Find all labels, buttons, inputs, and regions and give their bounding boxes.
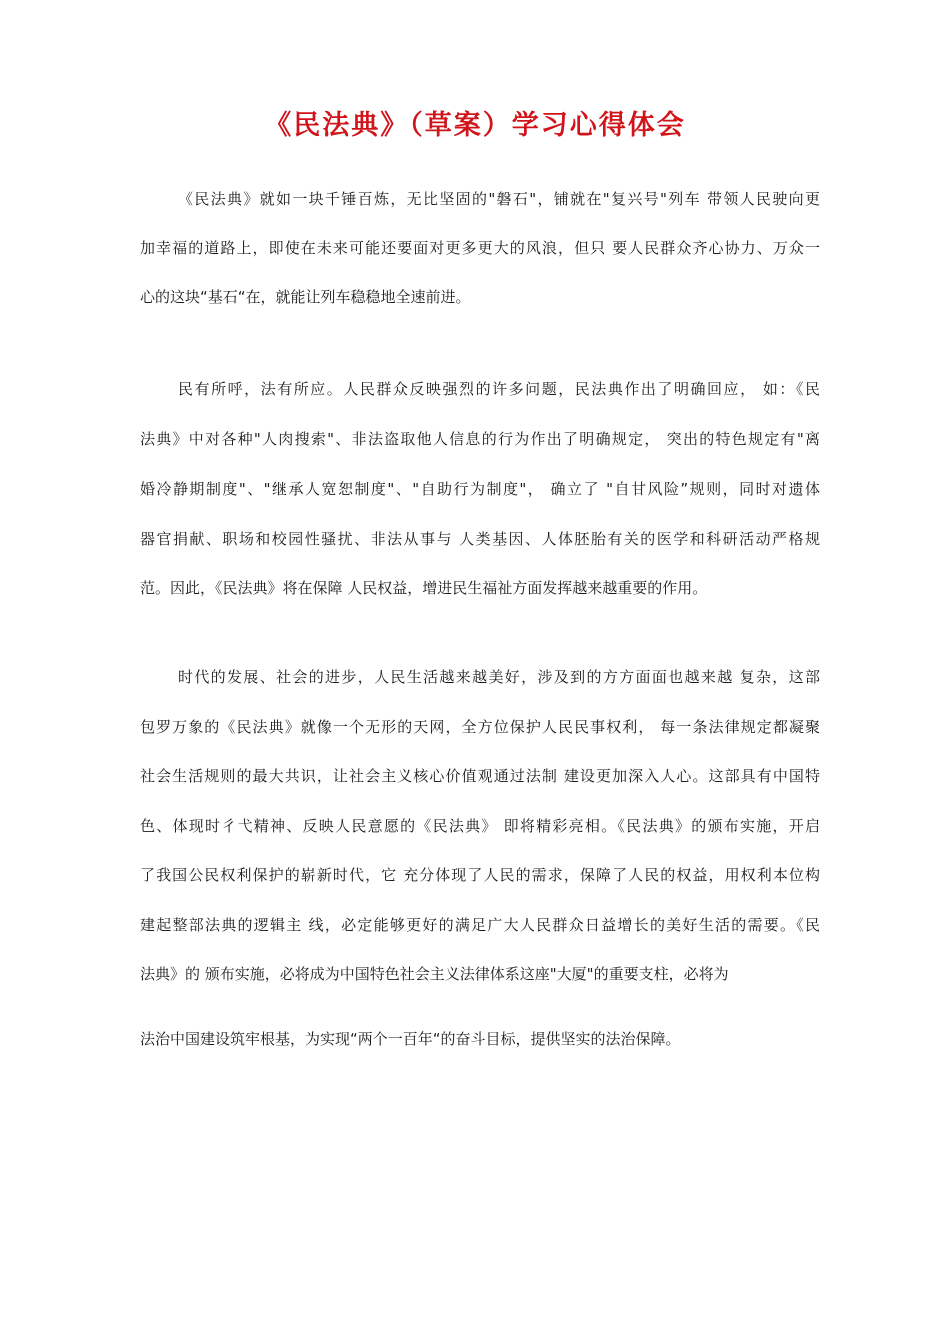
paragraph-3-line-3: 社会生活规则的最大共识，让社会主义核心价值观通过法制 建设更加深入人心。这部具有中国特	[140, 767, 820, 785]
paragraph-3-line-4: 色、体现时彳弋精神、反映人民意愿的《民法典》 即将精彩亮相。《民法典》的颁布实施，开启	[140, 817, 820, 835]
paragraph-3-line-1: 时代的发展、社会的进步，人民生活越来越美好，涉及到的方方面面也越来越 复杂，这部	[178, 668, 820, 686]
paragraph-3-line-5: 了我国公民权利保护的崭新时代，它 充分体现了人民的需求，保障了人民的权益，用权利本位构	[140, 866, 820, 884]
paragraph-1-line-2: 加幸福的道路上，即使在未来可能还要面对更多更大的风浪，但只 要人民群众齐心协力、万众一	[140, 239, 820, 257]
paragraph-2-line-2: 法典》中对各种"人肉搜索"、非法盗取他人信息的行为作出了明确规定， 突出的特色规定有"离	[140, 430, 820, 448]
document-title: 《民法典》（草案）学习心得体会	[264, 110, 686, 141]
paragraph-1-line-1: 《民法典》就如一块千锤百炼，无比坚固的"磐石"，铺就在"复兴号"列车 带领人民驶向更	[178, 190, 820, 208]
paragraph-3-line-6: 建起整部法典的逻辑主 线，必定能够更好的满足广大人民群众日益增长的美好生活的需要。《民	[140, 916, 820, 934]
paragraph-1-line-3: 心的这块“基石“在，就能让列车稳稳地全速前进。	[140, 288, 471, 306]
paragraph-3-line-7: 法典》的 颁布实施，必将成为中国特色社会主义法律体系这座"大厦"的重要支柱，必将为	[140, 965, 729, 983]
paragraph-2-line-5: 范。因此，《民法典》将在保障 人民权益，增进民生福祉方面发挥越来越重要的作用。	[140, 579, 708, 597]
paragraph-3-line-8: 法治中国建设筑牢根基，为实现“两个一百年“的奋斗目标，提供坚实的法治保障。	[140, 1030, 681, 1048]
paragraph-2-line-1: 民有所呼，法有所应。人民群众反映强烈的许多问题，民法典作出了明确回应， 如：《民	[178, 380, 820, 398]
paragraph-2-line-3: 婚冷静期制度"、"继承人宽恕制度"、"自助行为制度"， 确立了 "自甘风险”规则，同时对遗体	[140, 480, 820, 498]
paragraph-3-line-2: 包罗万象的《民法典》就像一个无形的天网，全方位保护人民民事权利， 每一条法律规定都凝聚	[140, 718, 820, 736]
paragraph-2-line-4: 器官捐献、职场和校园性骚扰、非法从事与 人类基因、人体胚胎有关的医学和科研活动严格规	[140, 530, 820, 548]
